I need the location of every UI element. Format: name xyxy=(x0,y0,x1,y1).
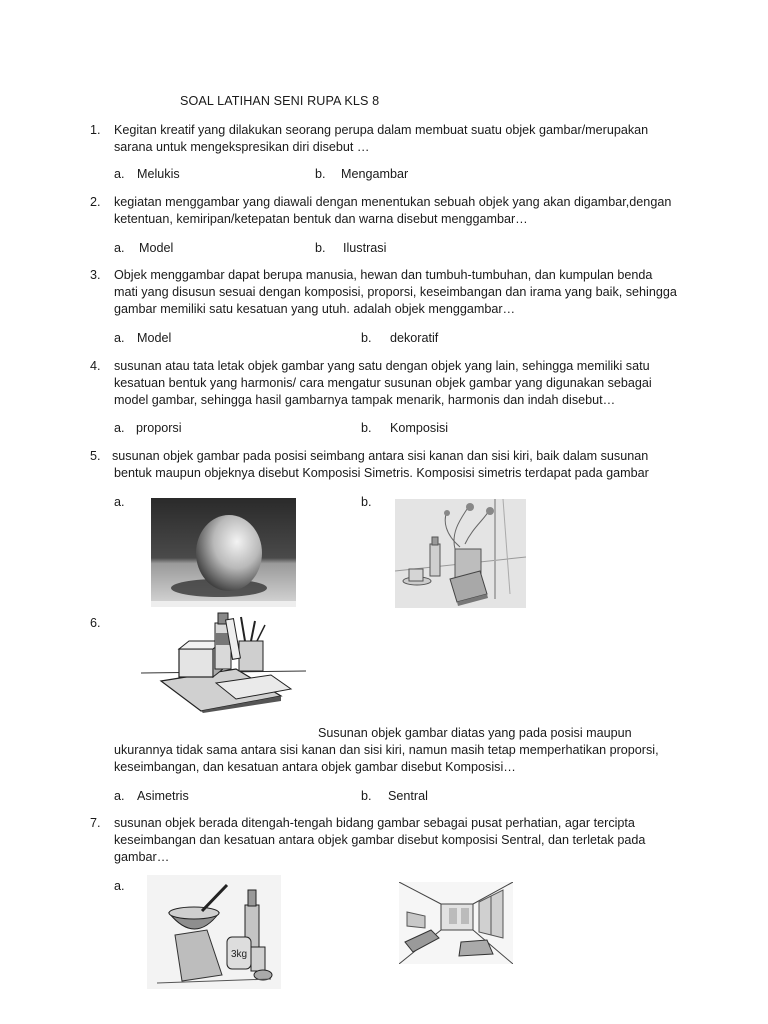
option-letter: b. xyxy=(361,789,372,803)
question-number: 4. xyxy=(90,359,101,373)
question-text: gambar… xyxy=(114,850,170,864)
question-text: sarana untuk mengekspresikan diri disebut … xyxy=(114,140,370,154)
question-text: keseimbangan, dan kesatuan antara objek gambar disebut Komposisi… xyxy=(114,760,516,774)
option-letter: a. xyxy=(114,421,125,435)
question-text: kesatuan bentuk yang harmonis/ cara mengatur susunan objek gambar yang digunakan sebagai xyxy=(114,376,652,390)
question-text: susunan atau tata letak objek gambar yang satu dengan objek yang lain, sehingga memiliki satu xyxy=(114,359,650,373)
question-text: kegiatan menggambar yang diawali dengan menentukan sebuah objek yang akan digambar,dengan xyxy=(114,195,672,209)
question-text: bentuk maupun objeknya disebut Komposisi Simetris. Komposisi simetris terdapat pada gambar xyxy=(114,466,649,480)
question-text: susunan objek berada ditengah-tengah bidang gambar sebagai pusat perhatian, agar tercipta xyxy=(114,816,635,830)
question-number: 3. xyxy=(90,268,101,282)
option-letter: a. xyxy=(114,331,125,345)
option-a: Asimetris xyxy=(137,789,189,803)
question-text: mati yang disusun sesuai dengan komposisi, proporsi, keseimbangan dan irama yang baik, sehingga xyxy=(114,285,677,299)
option-letter: b. xyxy=(361,421,372,435)
option-b: Mengambar xyxy=(341,167,409,181)
option-letter: a. xyxy=(114,879,125,893)
option-a: Model xyxy=(139,241,174,255)
option-letter: a. xyxy=(114,789,125,803)
question-text: ukurannya tidak sama antara sisi kanan dan sisi kiri, namun masih tetap memperhatikan proporsi, xyxy=(114,743,659,757)
option-letter: b. xyxy=(361,495,372,509)
question-text: Objek menggambar dapat berupa manusia, hewan dan tumbuh-tumbuhan, dan kumpulan benda xyxy=(114,268,653,282)
question-number: 2. xyxy=(90,195,101,209)
option-letter: a. xyxy=(114,495,125,509)
stationery-drawing-image xyxy=(141,611,306,713)
vase-sketch-image xyxy=(395,499,526,608)
question-text: Kegitan kreatif yang dilakukan seorang perupa dalam membuat suatu objek gambar/merupakan xyxy=(114,123,649,137)
option-b: dekoratif xyxy=(390,331,439,345)
question-text: gambar memiliki satu kesatuan yang utuh. adalah objek menggambar… xyxy=(114,302,516,316)
question-text: model gambar, sehingga hasil gambarnya tampak menarik, harmonis dan indah disebut… xyxy=(114,393,616,407)
question-number: 5. xyxy=(90,449,101,463)
question-number: 1. xyxy=(90,123,101,137)
question-text: keseimbangan dan kesatuan antara objek gambar disebut komposisi Sentral, dan terletak pada xyxy=(114,833,646,847)
option-a: Melukis xyxy=(137,167,180,181)
room-sketch-image xyxy=(399,882,513,964)
jar-label-text: 3kg xyxy=(231,949,248,960)
option-a: Model xyxy=(137,331,172,345)
question-number: 6. xyxy=(90,616,101,630)
option-a: proporsi xyxy=(136,421,182,435)
egg-drawing-image xyxy=(151,498,296,607)
option-letter: b. xyxy=(361,331,372,345)
option-b: Ilustrasi xyxy=(343,241,387,255)
option-letter: a. xyxy=(114,241,125,255)
option-letter: b. xyxy=(315,241,326,255)
kitchen-drawing-image xyxy=(147,875,281,989)
question-text: ketentuan, kemiripan/ketepatan bentuk dan warna disebut menggambar… xyxy=(114,212,528,226)
page-title: SOAL LATIHAN SENI RUPA KLS 8 xyxy=(180,94,380,108)
option-letter: b. xyxy=(315,167,326,181)
option-b: Komposisi xyxy=(390,421,449,435)
option-b: Sentral xyxy=(388,789,428,803)
question-number: 7. xyxy=(90,816,101,830)
question-text: susunan objek gambar pada posisi seimbang antara sisi kanan dan sisi kiri, baik dalam susunan xyxy=(112,449,649,463)
question-text: Susunan objek gambar diatas yang pada posisi maupun xyxy=(318,726,632,740)
option-letter: a. xyxy=(114,167,125,181)
